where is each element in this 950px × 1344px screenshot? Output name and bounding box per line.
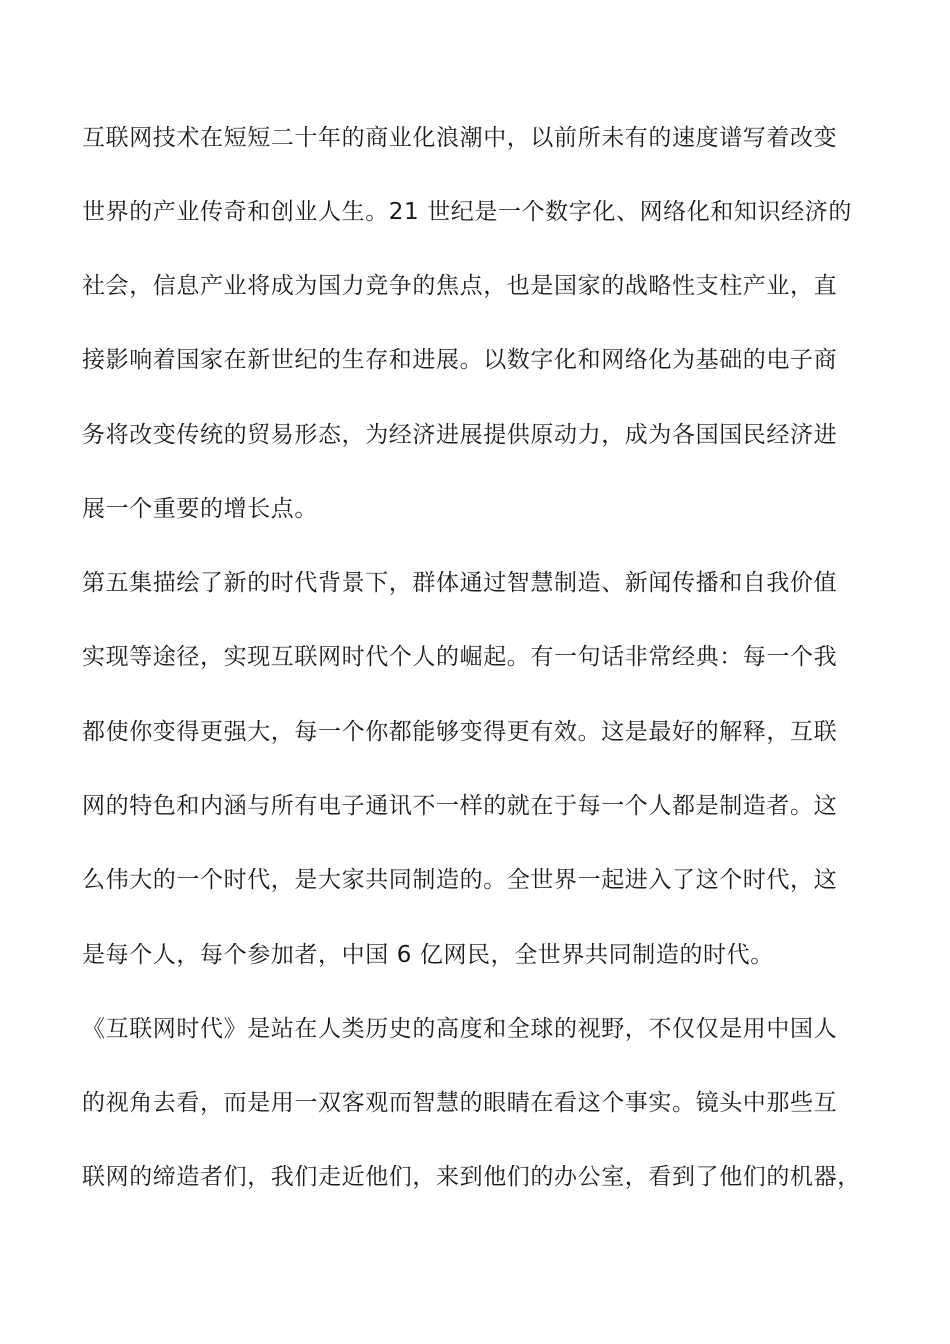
paragraph-2-line-3: 都使你变得更强大，每一个你都能够变得更有效。这是最好的解释，互联 — [82, 719, 838, 745]
paragraph-2-line-5: 么伟大的一个时代，是大家共同制造的。全世界一起进入了这个时代，这 — [82, 867, 838, 893]
paragraph-3-line-3: 联网的缔造者们，我们走近他们，来到他们的办公室，看到了他们的机器， — [82, 1164, 861, 1190]
paragraph-3-line-1: 《互联网时代》是站在人类历史的高度和全球的视野，不仅仅是用中国人 — [82, 1016, 838, 1042]
paragraph-1-line-1: 互联网技术在短短二十年的商业化浪潮中，以前所未有的速度谱写着改变 — [82, 125, 838, 151]
paragraph-1-line-2: 世界的产业传奇和创业人生。21 世纪是一个数字化、网络化和知识经济的 — [82, 199, 852, 225]
paragraph-2-line-4: 网的特色和内涵与所有电子通讯不一样的就在于每一个人都是制造者。这 — [82, 793, 838, 819]
paragraph-1-line-4: 接影响着国家在新世纪的生存和进展。以数字化和网络化为基础的电子商 — [82, 347, 838, 373]
paragraph-2-line-2: 实现等途径，实现互联网时代个人的崛起。有一句话非常经典：每一个我 — [82, 644, 838, 670]
paragraph-1-line-5: 务将改变传统的贸易形态，为经济进展提供原动力，成为各国国民经济进 — [82, 422, 838, 448]
paragraph-2-line-1: 第五集描绘了新的时代背景下，群体通过智慧制造、新闻传播和自我价值 — [82, 570, 838, 596]
paragraph-2-line-6: 是每个人，每个参加者，中国 6 亿网民，全世界共同制造的时代。 — [82, 942, 774, 968]
paragraph-3-line-2: 的视角去看，而是用一双客观而智慧的眼睛在看这个事实。镜头中那些互 — [82, 1090, 838, 1116]
paragraph-1-line-6: 展一个重要的增长点。 — [82, 496, 318, 522]
paragraph-1-line-3: 社会，信息产业将成为国力竞争的焦点，也是国家的战略性支柱产业，直 — [82, 273, 838, 299]
